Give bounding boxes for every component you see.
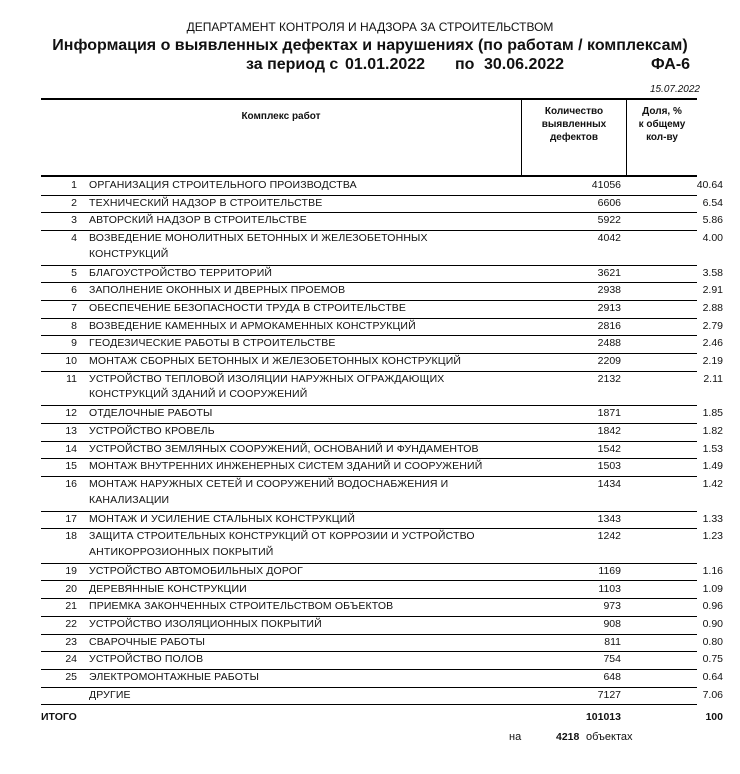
table-row (41, 282, 723, 301)
column-header-count-line: выявленных (541, 119, 607, 130)
row-defect-count: 4042 (597, 232, 621, 245)
table-row (41, 335, 723, 354)
row-number: 15 (65, 460, 77, 473)
row-complex-name (89, 213, 519, 229)
row-complex-name-line: ПРИЕМКА ЗАКОНЧЕННЫХ СТРОИТЕЛЬСТВОМ ОБЪЕКТОВ (89, 600, 394, 613)
column-header-count (522, 105, 626, 144)
row-defect-count: 3621 (597, 266, 621, 279)
table-row (41, 511, 723, 530)
print-date: 15.07.2022 (649, 84, 700, 95)
table-row (41, 687, 723, 706)
row-complex-name-line: ДЕРЕВЯННЫЕ КОНСТРУКЦИИ (89, 582, 247, 595)
row-complex-name (89, 372, 519, 403)
row-complex-name-line: КАНАЛИЗАЦИИ (89, 493, 170, 506)
table-row (41, 528, 723, 564)
row-complex-name-line: ЭЛЕКТРОМОНТАЖНЫЕ РАБОТЫ (89, 671, 260, 683)
row-complex-name (89, 336, 519, 352)
row-share-percent: 40.64 (696, 179, 723, 191)
column-header-share-line: кол-ву (646, 132, 678, 143)
row-defect-count: 1871 (597, 407, 621, 420)
row-complex-name-line: УСТРОЙСТВО ИЗОЛЯЦИОННЫХ ПОКРЫТИЙ (89, 617, 322, 630)
row-complex-name-line: АВТОРСКИЙ НАДЗОР В СТРОИТЕЛЬСТВЕ (89, 214, 307, 227)
table-row (41, 581, 723, 600)
row-defect-count: 7127 (597, 688, 621, 701)
row-defect-count: 973 (603, 600, 621, 613)
table-row (41, 212, 723, 231)
row-number: 11 (66, 372, 77, 385)
table-row (41, 634, 723, 653)
header-top-rule (41, 98, 697, 100)
row-complex-name-line: УСТРОЙСТВО КРОВЕЛЬ (89, 425, 215, 437)
row-defect-count: 2913 (597, 302, 621, 314)
row-complex-name-line: МОНТАЖ СБОРНЫХ БЕТОННЫХ И ЖЕЛЕЗОБЕТОННЫХ КОНСТРУКЦИЙ (89, 355, 462, 368)
row-defect-count: 811 (604, 635, 621, 648)
row-defect-count: 6606 (597, 196, 621, 209)
row-complex-name-line: ОБЕСПЕЧЕНИЕ БЕЗОПАСНОСТИ ТРУДА В СТРОИТЕЛЬСТВЕ (89, 302, 407, 314)
total-share: 100 (705, 711, 723, 723)
row-share-percent: 0.96 (702, 600, 723, 613)
period-to-date: 30.06.2022 (484, 56, 565, 73)
row-complex-name (89, 424, 519, 440)
row-number: 6 (71, 284, 77, 297)
row-share-percent: 1.82 (702, 425, 723, 437)
row-complex-name-line: АНТИКОРРОЗИОННЫХ ПОКРЫТИЙ (89, 545, 274, 558)
table-row (41, 371, 723, 407)
row-complex-name-line: КОНСТРУКЦИЙ ЗДАНИЙ И СООРУЖЕНИЙ (89, 388, 308, 401)
row-share-percent: 2.19 (702, 355, 723, 368)
row-complex-name-line: ГЕОДЕЗИЧЕСКИЕ РАБОТЫ В СТРОИТЕЛЬСТВЕ (89, 337, 336, 350)
row-defect-count: 1242 (597, 530, 621, 543)
row-complex-name-line: СВАРОЧНЫЕ РАБОТЫ (89, 635, 206, 648)
row-share-percent: 1.23 (702, 530, 723, 543)
row-complex-name (89, 354, 519, 370)
row-defect-count: 2209 (597, 355, 621, 368)
column-header-count-line: дефектов (549, 132, 599, 143)
table-row (41, 177, 723, 196)
row-complex-name (89, 635, 519, 651)
row-complex-name (89, 459, 519, 475)
table-row (41, 458, 723, 477)
row-complex-name-line: МОНТАЖ ВНУТРЕННИХ ИНЖЕНЕРНЫХ СИСТЕМ ЗДАНИЙ И СООРУЖЕНИЙ (89, 460, 483, 473)
row-share-percent: 1.16 (702, 564, 723, 577)
row-complex-name-line: ВОЗВЕДЕНИЕ МОНОЛИТНЫХ БЕТОННЫХ И ЖЕЛЕЗОБЕТОННЫХ (89, 232, 428, 245)
column-header-share-line: к общему (638, 119, 686, 130)
period-from-label: за период с (246, 56, 339, 73)
row-complex-name-line: ВОЗВЕДЕНИЕ КАМЕННЫХ И АРМОКАМЕННЫХ КОНСТРУКЦИЙ (89, 319, 416, 332)
row-share-percent: 7.06 (702, 688, 723, 701)
row-complex-name (89, 283, 519, 299)
row-defect-count: 1343 (597, 512, 621, 525)
table-row (41, 476, 723, 512)
table-row (41, 405, 723, 424)
row-number: 20 (65, 582, 77, 595)
column-header-share-line: Доля, % (642, 106, 682, 117)
table-row (41, 300, 723, 319)
row-complex-name (89, 512, 519, 528)
row-number: 21 (65, 600, 77, 613)
row-share-percent: 0.64 (702, 671, 723, 683)
row-share-percent: 0.90 (702, 617, 723, 630)
row-number: 23 (65, 635, 77, 648)
row-defect-count: 1103 (598, 582, 621, 595)
row-share-percent: 1.33 (702, 512, 723, 525)
row-complex-name (89, 319, 519, 335)
footer-prefix: на (509, 731, 522, 743)
row-complex-name-line: УСТРОЙСТВО ПОЛОВ (89, 653, 204, 666)
row-defect-count: 1169 (598, 564, 621, 577)
row-complex-name-line: ОТДЕЛОЧНЫЕ РАБОТЫ (89, 407, 213, 420)
row-complex-name (89, 652, 519, 668)
row-share-percent: 1.49 (702, 460, 723, 473)
row-share-percent: 0.80 (702, 635, 723, 648)
row-complex-name (89, 564, 519, 580)
row-number: 9 (71, 337, 77, 350)
row-defect-count: 41056 (591, 179, 621, 191)
row-number: 25 (65, 671, 77, 683)
row-share-percent: 2.91 (702, 284, 723, 297)
row-complex-name (89, 599, 519, 615)
table-row (41, 265, 723, 284)
table-row (41, 563, 723, 582)
table-row (41, 353, 723, 372)
row-number: 22 (65, 617, 77, 630)
row-number: 24 (65, 653, 77, 666)
objects-count: 4218 (556, 731, 580, 743)
row-share-percent: 1.85 (702, 407, 723, 420)
row-number: 17 (65, 512, 77, 525)
column-header-complex: Комплекс работ (241, 111, 321, 122)
row-complex-name-line: ДРУГИЕ (89, 688, 131, 701)
row-share-percent: 1.53 (702, 442, 723, 455)
row-complex-name-line: УСТРОЙСТВО АВТОМОБИЛЬНЫХ ДОРОГ (89, 564, 303, 577)
table-row (41, 598, 723, 617)
row-share-percent: 4.00 (702, 232, 723, 245)
row-number: 14 (65, 442, 77, 455)
row-number: 4 (71, 232, 77, 245)
row-complex-name-line: УСТРОЙСТВО ТЕПЛОВОЙ ИЗОЛЯЦИИ НАРУЖНЫХ ОГРАЖДАЮЩИХ (89, 372, 445, 385)
row-complex-name (89, 477, 519, 508)
row-defect-count: 2938 (597, 284, 621, 297)
row-number: 12 (65, 407, 77, 420)
row-number: 16 (65, 478, 77, 491)
row-complex-name-line: УСТРОЙСТВО ЗЕМЛЯНЫХ СООРУЖЕНИЙ, ОСНОВАНИЙ И ФУНДАМЕНТОВ (89, 442, 479, 455)
row-defect-count: 648 (603, 671, 621, 683)
row-complex-name-line: МОНТАЖ И УСИЛЕНИЕ СТАЛЬНЫХ КОНСТРУКЦИЙ (89, 512, 356, 525)
row-defect-count: 2488 (597, 337, 621, 350)
row-number: 7 (71, 302, 77, 314)
row-complex-name (89, 301, 519, 317)
row-complex-name-line: ЗАЩИТА СТРОИТЕЛЬНЫХ КОНСТРУКЦИЙ ОТ КОРРОЗИИ И УСТРОЙСТВО (89, 530, 475, 543)
row-complex-name-line: КОНСТРУКЦИЙ (89, 247, 169, 260)
row-complex-name (89, 617, 519, 633)
table-row (41, 230, 723, 266)
row-defect-count: 5922 (597, 214, 621, 227)
row-share-percent: 6.54 (702, 196, 723, 209)
table-row (41, 669, 723, 688)
row-complex-name (89, 266, 519, 282)
row-complex-name-line: МОНТАЖ НАРУЖНЫХ СЕТЕЙ И СООРУЖЕНИЙ ВОДОСНАБЖЕНИЯ И (89, 478, 449, 491)
table-row (41, 318, 723, 337)
row-complex-name (89, 178, 519, 194)
row-share-percent: 5.86 (702, 214, 723, 227)
table-row (41, 195, 723, 214)
row-complex-name (89, 670, 519, 686)
row-number: 5 (71, 266, 77, 279)
table-row (41, 423, 723, 442)
row-defect-count: 908 (603, 617, 621, 630)
row-defect-count: 1434 (597, 478, 621, 491)
row-defect-count: 1503 (597, 460, 621, 473)
row-share-percent: 1.42 (702, 478, 723, 491)
report-title: Информация о выявленных дефектах и нарушениях (по работам / комплексам) (52, 37, 688, 54)
row-complex-name (89, 406, 519, 422)
row-number: 1 (71, 179, 77, 191)
row-number: 8 (71, 319, 77, 332)
row-share-percent: 1.09 (702, 582, 723, 595)
row-complex-name (89, 688, 519, 704)
table-row (41, 441, 723, 460)
row-share-percent: 2.46 (702, 337, 723, 350)
row-share-percent: 0.75 (702, 653, 723, 666)
row-number: 13 (65, 425, 77, 437)
row-defect-count: 754 (603, 653, 621, 666)
row-number: 3 (71, 214, 77, 227)
row-complex-name (89, 529, 519, 560)
row-complex-name-line: ТЕХНИЧЕСКИЙ НАДЗОР В СТРОИТЕЛЬСТВЕ (89, 196, 323, 209)
row-complex-name (89, 582, 519, 598)
department-name: ДЕПАРТАМЕНТ КОНТРОЛЯ И НАДЗОРА ЗА СТРОИТЕЛЬСТВОМ (186, 20, 554, 34)
row-defect-count: 1842 (597, 425, 621, 437)
total-count: 101013 (585, 711, 621, 723)
row-defect-count: 2816 (597, 319, 621, 332)
row-share-percent: 3.58 (702, 266, 723, 279)
row-complex-name (89, 196, 519, 212)
column-header-share (627, 105, 697, 144)
table-row (41, 616, 723, 635)
row-number: 18 (65, 530, 77, 543)
row-complex-name-line: ОРГАНИЗАЦИЯ СТРОИТЕЛЬНОГО ПРОИЗВОДСТВА (89, 179, 357, 191)
row-complex-name-line: БЛАГОУСТРОЙСТВО ТЕРРИТОРИЙ (89, 266, 273, 279)
row-share-percent: 2.88 (702, 302, 723, 314)
row-complex-name (89, 442, 519, 458)
period-from-date: 01.01.2022 (345, 56, 426, 73)
row-complex-name (89, 231, 519, 262)
row-complex-name-line: ЗАПОЛНЕНИЕ ОКОННЫХ И ДВЕРНЫХ ПРОЕМОВ (89, 284, 346, 297)
column-header-count-line: Количество (544, 106, 604, 117)
row-number: 2 (71, 196, 77, 209)
period-to-label: по (455, 56, 475, 73)
row-share-percent: 2.79 (702, 319, 723, 332)
row-number: 19 (65, 564, 77, 577)
total-label: ИТОГО (41, 711, 77, 723)
footer-suffix: объектах (586, 731, 633, 743)
row-defect-count: 1542 (597, 442, 621, 455)
row-defect-count: 2132 (597, 372, 621, 385)
row-number: 10 (65, 355, 77, 368)
row-share-percent: 2.11 (703, 372, 723, 385)
form-code: ФА-6 (651, 56, 691, 73)
table-row (41, 651, 723, 670)
